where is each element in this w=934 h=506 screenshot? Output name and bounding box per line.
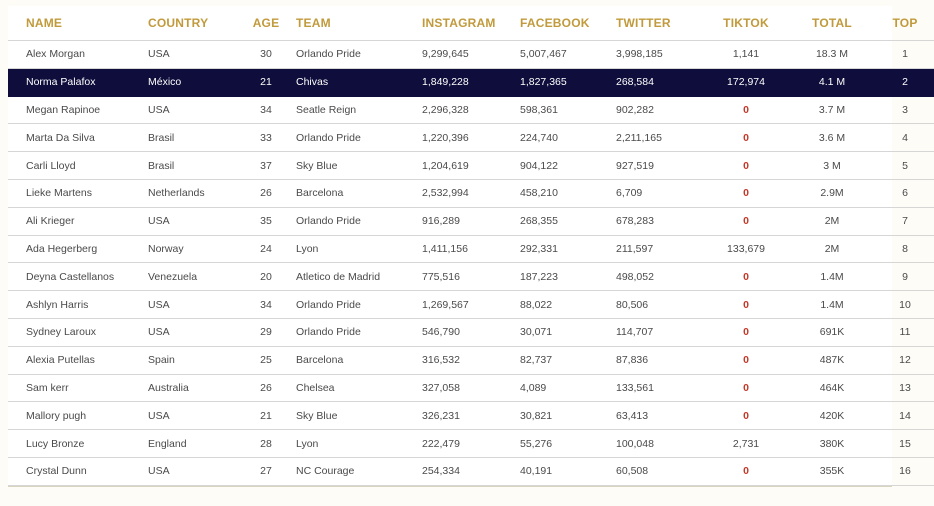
table-row — [8, 430, 934, 458]
cell-facebook: 40,191 — [516, 457, 612, 485]
table-row — [8, 124, 934, 152]
cell-tiktok: 133,679 — [704, 235, 788, 263]
cell-total: 2M — [788, 207, 876, 235]
cell-age: 33 — [240, 124, 292, 152]
cell-instagram: 1,411,156 — [418, 235, 516, 263]
table-row — [8, 318, 934, 346]
cell-top: 8 — [876, 235, 934, 263]
cell-age: 34 — [240, 96, 292, 124]
cell-name: Carli Lloyd — [8, 152, 144, 180]
cell-total: 2M — [788, 235, 876, 263]
table-row — [8, 263, 934, 291]
table-row — [8, 179, 934, 207]
cell-team: Lyon — [292, 430, 418, 458]
cell-twitter: 927,519 — [612, 152, 704, 180]
cell-name: Ashlyn Harris — [8, 291, 144, 319]
cell-tiktok: 0 — [704, 124, 788, 152]
cell-name: Marta Da Silva — [8, 124, 144, 152]
cell-total: 3.6 M — [788, 124, 876, 152]
ranking-table-container — [8, 6, 918, 487]
cell-age: 20 — [240, 263, 292, 291]
cell-total: 691K — [788, 318, 876, 346]
table-row — [8, 402, 934, 430]
table-row — [8, 96, 934, 124]
cell-tiktok: 2,731 — [704, 430, 788, 458]
cell-name: Lucy Bronze — [8, 430, 144, 458]
cell-country: Brasil — [144, 152, 240, 180]
cell-team: Orlando Pride — [292, 41, 418, 69]
cell-team: Orlando Pride — [292, 207, 418, 235]
cell-age: 21 — [240, 68, 292, 96]
cell-team: Barcelona — [292, 179, 418, 207]
cell-name: Megan Rapinoe — [8, 96, 144, 124]
cell-instagram: 1,269,567 — [418, 291, 516, 319]
cell-team: Chelsea — [292, 374, 418, 402]
cell-twitter: 80,506 — [612, 291, 704, 319]
cell-instagram: 222,479 — [418, 430, 516, 458]
cell-instagram: 546,790 — [418, 318, 516, 346]
cell-instagram: 316,532 — [418, 346, 516, 374]
header-country: COUNTRY — [148, 16, 209, 30]
cell-instagram: 1,204,619 — [418, 152, 516, 180]
table-row — [8, 152, 934, 180]
cell-age: 34 — [240, 291, 292, 319]
cell-total: 355K — [788, 457, 876, 485]
cell-name: Sam kerr — [8, 374, 144, 402]
cell-total: 4.1 M — [788, 68, 876, 96]
cell-facebook: 30,071 — [516, 318, 612, 346]
header-name: NAME — [26, 16, 63, 30]
cell-facebook: 598,361 — [516, 96, 612, 124]
header-twitter: TWITTER — [616, 16, 671, 30]
cell-facebook: 292,331 — [516, 235, 612, 263]
cell-top: 7 — [876, 207, 934, 235]
cell-age: 35 — [240, 207, 292, 235]
cell-top: 9 — [876, 263, 934, 291]
cell-twitter: 2,211,165 — [612, 124, 704, 152]
cell-name: Ali Krieger — [8, 207, 144, 235]
table-row — [8, 207, 934, 235]
cell-top: 15 — [876, 430, 934, 458]
cell-country: USA — [144, 402, 240, 430]
cell-facebook: 458,210 — [516, 179, 612, 207]
cell-instagram: 775,516 — [418, 263, 516, 291]
cell-name: Ada Hegerberg — [8, 235, 144, 263]
cell-top: 2 — [876, 68, 934, 96]
cell-top: 12 — [876, 346, 934, 374]
cell-total: 464K — [788, 374, 876, 402]
cell-twitter: 114,707 — [612, 318, 704, 346]
cell-age: 28 — [240, 430, 292, 458]
cell-total: 2.9M — [788, 179, 876, 207]
cell-team: Orlando Pride — [292, 124, 418, 152]
cell-facebook: 5,007,467 — [516, 41, 612, 69]
cell-country: Spain — [144, 346, 240, 374]
cell-total: 380K — [788, 430, 876, 458]
cell-tiktok: 0 — [704, 291, 788, 319]
cell-facebook: 4,089 — [516, 374, 612, 402]
header-team: TEAM — [296, 16, 331, 30]
cell-team: Orlando Pride — [292, 291, 418, 319]
cell-twitter: 3,998,185 — [612, 41, 704, 69]
header-total: TOTAL — [812, 16, 852, 30]
cell-tiktok: 1,141 — [704, 41, 788, 69]
cell-twitter: 902,282 — [612, 96, 704, 124]
cell-facebook: 904,122 — [516, 152, 612, 180]
cell-twitter: 133,561 — [612, 374, 704, 402]
cell-name: Alexia Putellas — [8, 346, 144, 374]
table-row — [8, 457, 934, 485]
table-row — [8, 291, 934, 319]
cell-country: USA — [144, 318, 240, 346]
cell-instagram: 9,299,645 — [418, 41, 516, 69]
cell-tiktok: 172,974 — [704, 68, 788, 96]
cell-tiktok: 0 — [704, 374, 788, 402]
cell-instagram: 254,334 — [418, 457, 516, 485]
cell-country: Netherlands — [144, 179, 240, 207]
cell-country: USA — [144, 41, 240, 69]
cell-facebook: 55,276 — [516, 430, 612, 458]
cell-country: USA — [144, 96, 240, 124]
cell-tiktok: 0 — [704, 457, 788, 485]
cell-total: 1.4M — [788, 291, 876, 319]
cell-total: 3.7 M — [788, 96, 876, 124]
cell-name: Norma Palafox — [8, 68, 144, 96]
cell-facebook: 82,737 — [516, 346, 612, 374]
cell-tiktok: 0 — [704, 318, 788, 346]
cell-top: 3 — [876, 96, 934, 124]
header-facebook: FACEBOOK — [520, 16, 590, 30]
cell-facebook: 30,821 — [516, 402, 612, 430]
table-body — [8, 41, 934, 486]
cell-tiktok: 0 — [704, 96, 788, 124]
cell-top: 13 — [876, 374, 934, 402]
cell-total: 3 M — [788, 152, 876, 180]
cell-age: 29 — [240, 318, 292, 346]
cell-age: 25 — [240, 346, 292, 374]
cell-tiktok: 0 — [704, 263, 788, 291]
header-age: AGE — [252, 16, 280, 30]
cell-top: 6 — [876, 179, 934, 207]
cell-total: 487K — [788, 346, 876, 374]
cell-age: 27 — [240, 457, 292, 485]
header-instagram: INSTAGRAM — [422, 16, 496, 30]
cell-country: México — [144, 68, 240, 96]
cell-team: Seatle Reign — [292, 96, 418, 124]
cell-country: USA — [144, 291, 240, 319]
cell-top: 14 — [876, 402, 934, 430]
cell-total: 18.3 M — [788, 41, 876, 69]
table-row — [8, 346, 934, 374]
cell-instagram: 326,231 — [418, 402, 516, 430]
cell-instagram: 1,849,228 — [418, 68, 516, 96]
cell-total: 1.4M — [788, 263, 876, 291]
cell-team: Sky Blue — [292, 402, 418, 430]
cell-facebook: 268,355 — [516, 207, 612, 235]
cell-name: Crystal Dunn — [8, 457, 144, 485]
cell-age: 26 — [240, 179, 292, 207]
cell-name: Sydney Laroux — [8, 318, 144, 346]
cell-twitter: 100,048 — [612, 430, 704, 458]
header-tiktok: TIKTOK — [723, 16, 769, 30]
cell-country: USA — [144, 207, 240, 235]
cell-twitter: 63,413 — [612, 402, 704, 430]
cell-team: NC Courage — [292, 457, 418, 485]
cell-country: Norway — [144, 235, 240, 263]
cell-team: Lyon — [292, 235, 418, 263]
cell-instagram: 2,532,994 — [418, 179, 516, 207]
cell-country: Brasil — [144, 124, 240, 152]
cell-twitter: 498,052 — [612, 263, 704, 291]
cell-country: England — [144, 430, 240, 458]
social-followers-table — [8, 6, 934, 486]
cell-country: USA — [144, 457, 240, 485]
table-row — [8, 235, 934, 263]
cell-tiktok: 0 — [704, 402, 788, 430]
cell-instagram: 1,220,396 — [418, 124, 516, 152]
cell-facebook: 1,827,365 — [516, 68, 612, 96]
cell-age: 26 — [240, 374, 292, 402]
cell-tiktok: 0 — [704, 207, 788, 235]
cell-team: Atletico de Madrid — [292, 263, 418, 291]
cell-team: Barcelona — [292, 346, 418, 374]
cell-age: 37 — [240, 152, 292, 180]
table-row — [8, 68, 934, 96]
cell-top: 5 — [876, 152, 934, 180]
cell-team: Sky Blue — [292, 152, 418, 180]
cell-age: 21 — [240, 402, 292, 430]
cell-name: Mallory pugh — [8, 402, 144, 430]
cell-facebook: 88,022 — [516, 291, 612, 319]
cell-top: 11 — [876, 318, 934, 346]
cell-name: Deyna Castellanos — [8, 263, 144, 291]
cell-top: 4 — [876, 124, 934, 152]
cell-name: Lieke Martens — [8, 179, 144, 207]
cell-twitter: 211,597 — [612, 235, 704, 263]
header-top: TOP — [892, 16, 918, 30]
cell-instagram: 2,296,328 — [418, 96, 516, 124]
table-row — [8, 374, 934, 402]
cell-country: Australia — [144, 374, 240, 402]
cell-top: 16 — [876, 457, 934, 485]
cell-country: Venezuela — [144, 263, 240, 291]
cell-top: 1 — [876, 41, 934, 69]
cell-facebook: 187,223 — [516, 263, 612, 291]
cell-twitter: 678,283 — [612, 207, 704, 235]
cell-name: Alex Morgan — [8, 41, 144, 69]
header-row — [8, 6, 934, 41]
cell-tiktok: 0 — [704, 346, 788, 374]
cell-tiktok: 0 — [704, 179, 788, 207]
cell-facebook: 224,740 — [516, 124, 612, 152]
cell-team: Orlando Pride — [292, 318, 418, 346]
cell-total: 420K — [788, 402, 876, 430]
cell-team: Chivas — [292, 68, 418, 96]
cell-twitter: 268,584 — [612, 68, 704, 96]
cell-instagram: 327,058 — [418, 374, 516, 402]
cell-twitter: 6,709 — [612, 179, 704, 207]
cell-age: 30 — [240, 41, 292, 69]
cell-top: 10 — [876, 291, 934, 319]
cell-twitter: 87,836 — [612, 346, 704, 374]
table-row — [8, 41, 934, 69]
cell-instagram: 916,289 — [418, 207, 516, 235]
cell-tiktok: 0 — [704, 152, 788, 180]
cell-twitter: 60,508 — [612, 457, 704, 485]
cell-age: 24 — [240, 235, 292, 263]
